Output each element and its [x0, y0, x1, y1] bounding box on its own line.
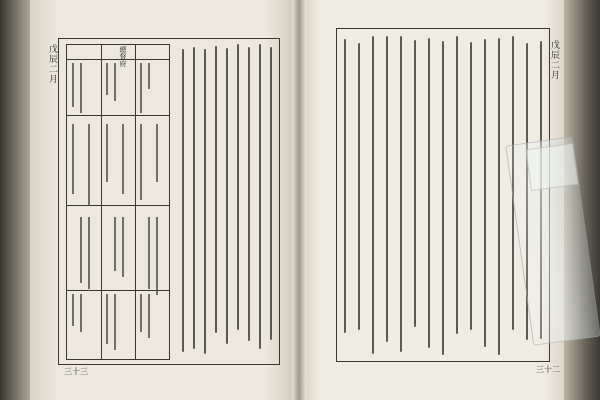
table-cell-text: [148, 217, 150, 289]
table-cell-text: [140, 294, 142, 332]
text-column: [386, 36, 388, 342]
table-cell-text: [80, 294, 82, 332]
left-page-number: 三十三: [64, 367, 88, 376]
text-column: [344, 39, 346, 333]
left-running-header: 戊辰二月: [47, 44, 57, 84]
table-cell-text: [106, 124, 108, 182]
text-column: [270, 47, 272, 340]
right-running-header: 戊辰二月: [549, 40, 559, 80]
text-column: [237, 44, 239, 330]
text-column: [470, 42, 472, 330]
table-cell-text: [88, 217, 90, 289]
table-cell-text: [156, 124, 158, 182]
bookmark-tab: [525, 143, 578, 191]
text-column: [484, 39, 486, 347]
table-cell-text: [72, 124, 74, 194]
text-column: [204, 49, 206, 354]
table-cell-text: [72, 294, 74, 326]
officials-table: [66, 44, 170, 360]
text-column: [259, 44, 261, 349]
table-cell-text: [140, 63, 142, 113]
table-cell-text: [148, 63, 150, 89]
table-cell-text: [140, 124, 142, 200]
table-cell-text: [80, 63, 82, 113]
text-column: [248, 47, 250, 341]
text-column: [358, 43, 360, 330]
table-cell-text: [114, 217, 116, 271]
text-column: [400, 36, 402, 352]
table-cell-text: [72, 63, 74, 107]
table-cell-text: [106, 63, 108, 95]
text-column: [456, 36, 458, 334]
table-cell-text: [122, 217, 124, 277]
table-cell-text: [106, 294, 108, 344]
table-cell-text: [114, 63, 116, 101]
text-column: [226, 48, 228, 344]
text-column: [193, 47, 195, 349]
text-column: [498, 38, 500, 355]
table-cell-text: [122, 124, 124, 194]
text-column: [372, 36, 374, 354]
text-column: [414, 40, 416, 327]
gutter: [292, 0, 306, 400]
table-cell-text: [148, 294, 150, 338]
book-edge-left: [0, 0, 34, 400]
text-column: [428, 38, 430, 348]
table-header: 總督府: [119, 46, 127, 67]
text-column: [442, 41, 444, 355]
right-page-number: 三十二: [536, 365, 560, 374]
table-cell-text: [114, 294, 116, 350]
table-cell-text: [88, 124, 90, 206]
table-cell-text: [80, 217, 82, 283]
text-column: [215, 46, 217, 333]
table-cell-text: [156, 217, 158, 295]
text-column: [182, 49, 184, 352]
